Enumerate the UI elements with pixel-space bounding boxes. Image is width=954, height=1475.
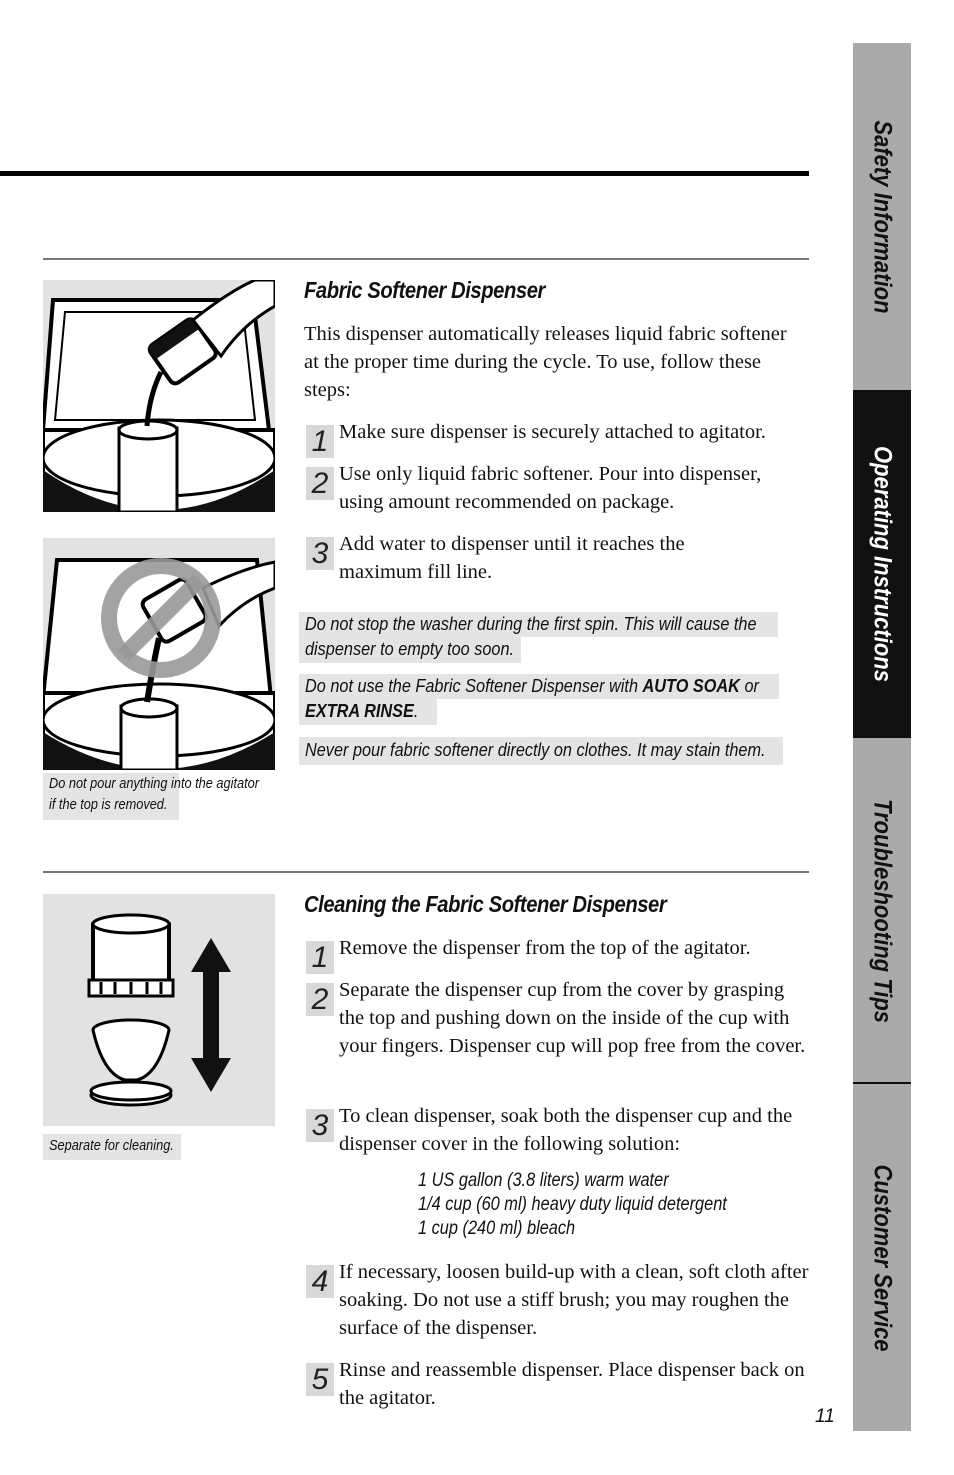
solution-item: 1/4 cup (60 ml) heavy duty liquid detergent: [418, 1194, 727, 1215]
step-number: 3: [306, 537, 334, 570]
step-number: 1: [306, 941, 334, 974]
note-text: Do not use the Fabric Softener Dispenser with: [305, 675, 643, 696]
caption-line: if the top is removed.: [49, 797, 168, 813]
step-number: 3: [306, 1109, 334, 1142]
dispenser-parts-illustration: [43, 894, 275, 1126]
pouring-softener-illustration: [43, 280, 275, 512]
step-text: Separate the dispenser cup from the cover by grasping the top and pushing down on the inside of the cup with your fingers. Dispenser cup will pop free from the cover.: [339, 979, 806, 1057]
section-title: Fabric Softener Dispenser: [304, 277, 545, 303]
step-text: Rinse and reassemble dispenser. Place dispenser back on the agitator.: [339, 1359, 805, 1409]
illustration-caption: [43, 773, 259, 820]
warning-note: [299, 612, 778, 637]
step-text: To clean dispenser, soak both the dispenser cup and the dispenser cover in the following solution:: [339, 1105, 793, 1155]
step-number: 2: [306, 467, 334, 500]
header-rule: [0, 171, 809, 176]
tab-label: Safety Information: [868, 119, 897, 314]
solution-item: 1 US gallon (3.8 liters) warm water: [418, 1170, 669, 1191]
section-divider: [43, 258, 809, 260]
step-text: Use only liquid fabric softener. Pour into dispenser, using amount recommended on package.: [339, 463, 762, 513]
note-text: .: [413, 700, 419, 721]
warning-note: [299, 737, 783, 765]
note-text: Do not stop the washer during the first spin. This will cause the: [305, 613, 757, 634]
tab-operating-instructions[interactable]: [853, 390, 911, 738]
step-text: If necessary, loosen build-up with a clean, soft cloth after soaking. Do not use a stiff brush; you may roughen the surface of the dispenser.: [339, 1261, 809, 1339]
tab-label: Troubleshooting Tips: [868, 798, 897, 1023]
caption-line: Separate for cleaning.: [49, 1138, 174, 1154]
section-title: Cleaning the Fabric Softener Dispenser: [304, 891, 667, 917]
page-number: 11: [815, 1406, 835, 1427]
note-bold: EXTRA RINSE: [305, 700, 414, 721]
cleaning-solution-list: [418, 1169, 777, 1241]
tab-label: Customer Service: [868, 1163, 897, 1352]
warning-note: [299, 674, 779, 699]
section-intro: This dispenser automatically releases liquid fabric softener at the proper time during the cycle. To use, follow these steps:: [304, 323, 787, 401]
step-number: 1: [306, 425, 334, 458]
step-number: 5: [306, 1363, 334, 1396]
warning-note: [299, 699, 437, 725]
step-text: Remove the dispenser from the top of the agitator.: [339, 937, 751, 959]
no-pour-agitator-illustration: [43, 538, 275, 770]
section-divider: [43, 871, 809, 873]
tab-troubleshooting-tips[interactable]: [853, 738, 911, 1083]
note-bold: AUTO SOAK: [642, 675, 740, 696]
tab-label: Operating Instructions: [868, 446, 897, 682]
note-text: Never pour fabric softener directly on clothes. It may stain them.: [305, 739, 766, 760]
illustration-caption: [43, 1134, 181, 1160]
note-text: dispenser to empty too soon.: [305, 638, 515, 659]
step-text: Add water to dispenser until it reaches the maximum fill line.: [339, 533, 685, 583]
caption-line: Do not pour anything into the agitator: [49, 776, 259, 792]
tab-customer-service[interactable]: [853, 1084, 911, 1431]
solution-item: 1 cup (240 ml) bleach: [418, 1218, 576, 1239]
step-number: 2: [306, 983, 334, 1016]
tab-safety-information[interactable]: [853, 43, 911, 390]
warning-note: [299, 637, 521, 663]
step-number: 4: [306, 1265, 334, 1298]
step-text: Make sure dispenser is securely attached to agitator.: [339, 421, 766, 443]
note-text: or: [739, 675, 759, 696]
